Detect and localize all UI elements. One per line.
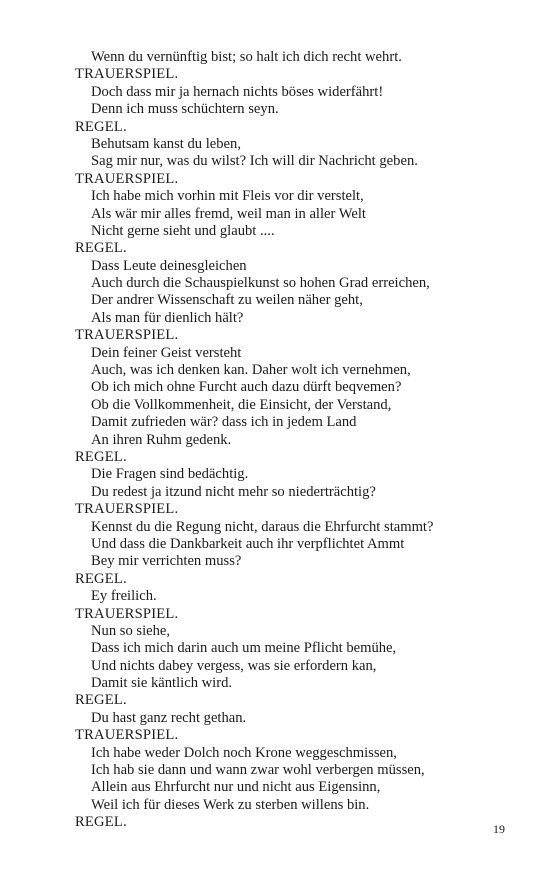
verse-line: Die Fragen sind bedächtig. <box>91 466 249 483</box>
verse-line: Als man für dienlich hält? <box>91 309 244 326</box>
speaker-name: TRAUERSPIEL. <box>75 727 179 744</box>
speaker-name: TRAUERSPIEL. <box>75 66 179 83</box>
verse-line: Bey mir verrichten muss? <box>91 553 242 570</box>
verse-line: Dass Leute deinesgleichen <box>91 257 247 274</box>
speaker-name: REGEL. <box>75 118 127 135</box>
speaker-name: TRAUERSPIEL. <box>75 501 179 518</box>
verse-line: Ich habe weder Dolch noch Krone weggeschmissen, <box>91 744 397 761</box>
verse-line: An ihren Ruhm gedenk. <box>91 431 232 448</box>
verse-line: Ich hab sie dann und wann zwar wohl verbergen müssen, <box>91 762 425 779</box>
verse-line: Auch durch die Schauspielkunst so hohen Grad erreichen, <box>91 275 430 292</box>
speaker-name: TRAUERSPIEL. <box>75 605 179 622</box>
page-number: 19 <box>493 822 505 836</box>
verse-line: Ich habe mich vorhin mit Fleis vor dir verstelt, <box>91 188 364 205</box>
page-body <box>75 49 495 832</box>
speaker-name: REGEL. <box>75 692 127 709</box>
verse-line: Und nichts dabey vergess, was sie erfordern kan, <box>91 657 377 674</box>
verse-line: Sag mir nur, was du wilst? Ich will dir Nachricht geben. <box>91 153 418 170</box>
speaker-name: TRAUERSPIEL. <box>75 170 179 187</box>
verse-line: Und dass die Dankbarkeit auch ihr verpflichtet Ammt <box>91 535 405 552</box>
verse-line: Du redest ja itzund nicht mehr so niederträchtig? <box>91 483 376 500</box>
speaker-name: REGEL. <box>75 240 127 257</box>
verse-line: Du hast ganz recht gethan. <box>91 709 247 726</box>
verse-line: Kennst du die Regung nicht, daraus die Ehrfurcht stammt? <box>91 518 434 535</box>
verse-line: Als wär mir alles fremd, weil man in aller Welt <box>91 205 366 222</box>
verse-line: Nun so siehe, <box>91 622 171 639</box>
verse-line: Auch, was ich denken kan. Daher wolt ich vernehmen, <box>91 362 411 379</box>
verse-line: Damit sie käntlich wird. <box>91 675 233 692</box>
verse-line: Wenn du vernünftig bist; so halt ich dich recht wehrt. <box>91 49 402 65</box>
speaker-name: TRAUERSPIEL. <box>75 327 179 344</box>
verse-line: Dass ich mich darin auch um meine Pflicht bemühe, <box>91 640 397 657</box>
verse-line: Nicht gerne sieht und glaubt .... <box>91 222 275 239</box>
speaker-name: REGEL. <box>75 814 127 831</box>
verse-line: Ob ich mich ohne Furcht auch dazu dürft beqvemen? <box>91 379 402 396</box>
speaker-name: REGEL. <box>75 570 127 587</box>
verse-line: Dein feiner Geist versteht <box>91 344 242 361</box>
verse-line: Ey freilich. <box>91 588 157 605</box>
verse-line: Allein aus Ehrfurcht nur und nicht aus Eigensinn, <box>91 779 381 796</box>
verse-line: Weil ich für dieses Werk zu sterben willens bin. <box>91 796 370 813</box>
verse-line: Behutsam kanst du leben, <box>91 135 241 152</box>
verse-line: Damit zufrieden wär? dass ich in jedem Land <box>91 414 357 431</box>
verse-line: Der andrer Wissenschaft zu weilen näher geht, <box>91 292 363 309</box>
speaker-name: REGEL. <box>75 448 127 465</box>
verse-line: Doch dass mir ja hernach nichts böses widerfährt! <box>91 83 384 100</box>
verse-line: Denn ich muss schüchtern seyn. <box>91 101 279 118</box>
verse-line: Ob die Vollkommenheit, die Einsicht, der Verstand, <box>91 396 392 413</box>
